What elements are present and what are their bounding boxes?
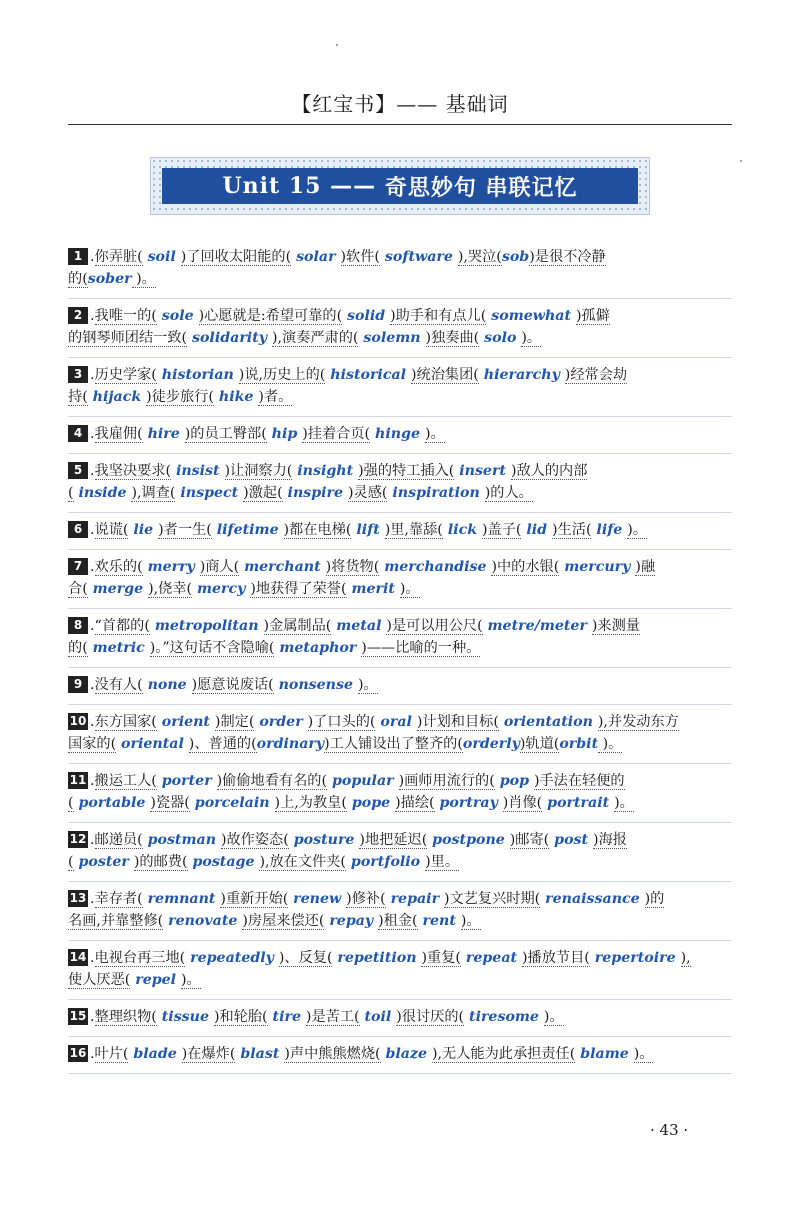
item-number-dot: . — [90, 367, 95, 383]
sentence-text: 邮递员( — [94, 832, 143, 848]
vocab-word: historical — [325, 367, 411, 383]
vocab-word: blade — [128, 1046, 182, 1062]
sentence-text: )中的水银( — [491, 559, 560, 575]
sentence-text: )里,靠舔( — [384, 522, 443, 538]
vocab-word: lifetime — [211, 522, 284, 538]
vocab-word: renaissance — [540, 891, 645, 907]
item-number-dot: . — [90, 832, 95, 848]
vocab-word: life — [591, 522, 628, 538]
vocab-word: hijack — [87, 389, 147, 405]
sentence-text: )上,为教皇( — [274, 795, 347, 811]
sentence-text: )的邮费( — [133, 854, 188, 870]
sentence-text: )修补( — [346, 891, 386, 907]
vocab-word: lie — [128, 522, 159, 538]
sentence-text: )——比喻的一种。 — [361, 640, 481, 656]
item-number-badge: 9 — [68, 676, 88, 693]
unit-title: 奇思妙句 串联记忆 — [384, 175, 578, 201]
item-number-dot: . — [90, 618, 95, 634]
vocab-word: orbit — [559, 736, 599, 752]
sentence-text: 我坚决要求( — [94, 463, 171, 479]
sentence-text: )故作姿态( — [220, 832, 289, 848]
vocab-word: rent — [417, 913, 461, 929]
sentence-text: ),放在文件夹( — [259, 854, 346, 870]
vocab-word: metropolitan — [149, 618, 264, 634]
sentence-text: ( — [68, 795, 74, 811]
vocab-word: postman — [142, 832, 221, 848]
sentence-line — [68, 364, 732, 386]
vocab-word: posture — [288, 832, 360, 848]
sentence-text: )。”这句话不含隐喻( — [149, 640, 275, 656]
vocab-word: portrait — [542, 795, 615, 811]
vocab-word: sob — [501, 249, 530, 265]
vocab-word: order — [254, 714, 308, 730]
vocab-word: blame — [575, 1046, 634, 1062]
sentence-text: )。 — [357, 677, 378, 693]
vocab-word: metal — [331, 618, 387, 634]
item-number-badge: 15 — [69, 1009, 87, 1023]
sentence-line — [68, 615, 732, 637]
vocab-word: pop — [494, 773, 534, 789]
sentence-line — [68, 792, 732, 814]
sentence-text: )、普通的( — [188, 736, 257, 752]
vocab-word: solo — [479, 330, 522, 346]
sentence-text: ),侥幸( — [148, 581, 193, 597]
sentence-line — [68, 460, 732, 482]
unit-banner — [162, 168, 638, 204]
sentence-text: )手法在轻便的 — [533, 773, 625, 789]
item-number-badge: 5 — [68, 462, 88, 479]
vocab-word: solar — [291, 249, 341, 265]
vocab-word: popular — [327, 773, 399, 789]
sentence-text: )。 — [598, 736, 623, 752]
sentence-text: )将货物( — [325, 559, 380, 575]
vocab-word: lick — [442, 522, 482, 538]
sentence-text: )。 — [627, 522, 648, 538]
sentence-text: )偷偷地看有名的( — [216, 773, 327, 789]
sentence-text: )重复( — [421, 950, 461, 966]
sentence-text: )很讨厌的( — [396, 1009, 465, 1025]
vocab-word: repair — [385, 891, 444, 907]
vocab-word: porcelain — [189, 795, 275, 811]
sentence-text: )地把延迟( — [359, 832, 428, 848]
item-number-badge: 1 — [68, 248, 88, 265]
vocab-word: hierarchy — [478, 367, 565, 383]
item-number-badge: 11 — [69, 773, 87, 787]
sentence-text: 国家的( — [68, 736, 117, 752]
sentence-text: )说,历史上的( — [238, 367, 326, 383]
sentence-line — [68, 268, 732, 290]
sentence-line — [68, 1043, 732, 1065]
item-number-dot: . — [90, 1046, 95, 1062]
sentence-item — [68, 823, 732, 882]
vocab-word: oriental — [116, 736, 189, 752]
sentence-text: 整理织物( — [94, 1009, 157, 1025]
sentence-item — [68, 240, 732, 299]
sentence-text: )。 — [633, 1046, 654, 1062]
vocab-word: tissue — [156, 1009, 214, 1025]
item-number-dot: . — [90, 426, 95, 442]
sentence-text: )邮寄( — [509, 832, 550, 848]
sentence-line — [68, 910, 732, 932]
sentence-item — [68, 1037, 732, 1074]
vocab-word: merchant — [239, 559, 326, 575]
sentence-line — [68, 829, 732, 851]
item-number-dot: . — [90, 773, 95, 789]
sentence-text: 搬运工人( — [94, 773, 157, 789]
header-rule — [68, 124, 732, 125]
sentence-text: “首都的( — [94, 618, 150, 634]
sentence-text: 东方国家( — [94, 714, 157, 730]
sentence-text: )租金( — [378, 913, 418, 929]
vocab-word: repeat — [460, 950, 523, 966]
vocab-word: ordinary — [256, 736, 325, 752]
vocab-word: merry — [142, 559, 200, 575]
item-number-badge: 6 — [68, 521, 88, 538]
sentence-text: )、反复( — [278, 950, 333, 966]
vocab-word: inspire — [282, 485, 348, 501]
sentence-line — [68, 423, 732, 445]
vocab-word: oral — [375, 714, 417, 730]
scan-speck — [740, 160, 742, 162]
item-number-dot: . — [90, 1009, 95, 1025]
sentence-text: )都在电梯( — [283, 522, 352, 538]
sentence-text: )生活( — [552, 522, 592, 538]
sentence-item — [68, 550, 732, 609]
sentence-text: 说谎( — [94, 522, 129, 538]
sentence-item — [68, 299, 732, 358]
sentence-item — [68, 513, 732, 550]
item-number-dot: . — [90, 950, 95, 966]
sentence-text: )了口头的( — [307, 714, 376, 730]
vocab-word: lid — [521, 522, 553, 538]
sentence-list — [68, 240, 732, 1074]
item-number-dot: . — [90, 714, 95, 730]
vocab-word: repertoire — [589, 950, 681, 966]
sentence-text: )了回收太阳能的( — [180, 249, 292, 265]
vocab-word: poster — [73, 854, 134, 870]
sentence-text: )强的特工插入( — [358, 463, 455, 479]
sentence-text: )者。 — [258, 389, 293, 405]
vocab-word: lift — [351, 522, 385, 538]
vocab-word: solid — [342, 308, 391, 324]
page-number: · 43 · — [650, 1121, 689, 1139]
sentence-text: )的员工臀部( — [184, 426, 267, 442]
sentence-line — [68, 246, 732, 268]
sentence-text: )愿意说废话( — [191, 677, 274, 693]
sentence-line — [68, 947, 732, 969]
sentence-line — [68, 482, 732, 504]
vocab-word: hinge — [370, 426, 425, 442]
sentence-line — [68, 637, 732, 659]
sentence-text: )软件( — [340, 249, 380, 265]
vocab-word: portable — [73, 795, 151, 811]
sentence-text: )徒步旅行( — [146, 389, 214, 405]
vocab-word: renew — [288, 891, 347, 907]
sentence-text: )统治集团( — [411, 367, 479, 383]
sentence-line — [68, 770, 732, 792]
item-number-badge: 10 — [69, 714, 87, 728]
vocab-word: sole — [156, 308, 199, 324]
sentence-text: )在爆炸( — [181, 1046, 236, 1062]
sentence-text: ),并发动东方 — [597, 714, 679, 730]
sentence-text: )。 — [521, 330, 542, 346]
item-number-dot: . — [90, 677, 95, 693]
sentence-text: 电视台再三地( — [94, 950, 186, 966]
vocab-word: postage — [187, 854, 260, 870]
sentence-text: )肖像( — [502, 795, 543, 811]
unit-number: Unit 15 — [222, 173, 322, 199]
page-header-title: 【红宝书】—— 基础词 — [291, 92, 509, 116]
sentence-item — [68, 358, 732, 417]
sentence-line — [68, 969, 732, 991]
sentence-item — [68, 1000, 732, 1037]
sentence-text: )。 — [424, 426, 445, 442]
sentence-line — [68, 519, 732, 541]
sentence-text: ),哭泣( — [457, 249, 502, 265]
sentence-text: )文艺复兴时期( — [443, 891, 541, 907]
sentence-item — [68, 882, 732, 941]
sentence-text: )盖子( — [482, 522, 522, 538]
vocab-word: remnant — [142, 891, 221, 907]
sentence-text: )让洞察力( — [224, 463, 293, 479]
sentence-text: ( — [68, 854, 74, 870]
sentence-line — [68, 327, 732, 349]
sentence-text: )孤僻 — [576, 308, 610, 324]
vocab-word: inspect — [175, 485, 244, 501]
vocab-word: porter — [156, 773, 217, 789]
sentence-text: )经常会劫 — [564, 367, 628, 383]
sentence-text: ), — [680, 950, 691, 966]
item-number-badge: 13 — [69, 891, 87, 905]
sentence-text: )工人铺设出了整齐的( — [324, 736, 463, 752]
sentence-text: )来测量 — [591, 618, 640, 634]
item-number-badge: 16 — [69, 1046, 87, 1060]
vocab-word: repetition — [332, 950, 422, 966]
sentence-line — [68, 851, 732, 873]
sentence-text: )地获得了荣誉( — [250, 581, 347, 597]
sentence-text: ),调查( — [131, 485, 176, 501]
vocab-word: merchandise — [379, 559, 492, 575]
vocab-word: portray — [434, 795, 503, 811]
vocab-word: sober — [87, 271, 132, 287]
sentence-text: )是苦工( — [305, 1009, 360, 1025]
vocab-word: portfolio — [345, 854, 426, 870]
sentence-text: )金属制品( — [263, 618, 332, 634]
sentence-text: 叶片( — [94, 1046, 129, 1062]
sentence-text: 的钢琴师团结一致( — [68, 330, 188, 346]
sentence-text: )海报 — [593, 832, 627, 848]
vocab-word: blaze — [380, 1046, 433, 1062]
vocab-word: blast — [235, 1046, 285, 1062]
sentence-text: 幸存者( — [94, 891, 143, 907]
sentence-text: )。 — [131, 271, 156, 287]
sentence-text: 历史学家( — [94, 367, 157, 383]
vocab-word: nonsense — [273, 677, 358, 693]
sentence-text: 欢乐的( — [94, 559, 143, 575]
sentence-item — [68, 609, 732, 668]
vocab-word: hike — [213, 389, 259, 405]
item-number-dot: . — [90, 308, 95, 324]
vocab-word: pope — [346, 795, 396, 811]
sentence-line — [68, 674, 732, 696]
sentence-text: 合( — [68, 581, 88, 597]
vocab-word: hip — [266, 426, 303, 442]
vocab-word: post — [549, 832, 594, 848]
vocab-word: merit — [346, 581, 400, 597]
sentence-text: )里。 — [425, 854, 460, 870]
item-number-dot: . — [90, 522, 95, 538]
vocab-word: inside — [73, 485, 132, 501]
vocab-word: hire — [142, 426, 185, 442]
item-number-badge: 3 — [68, 366, 88, 383]
sentence-text: )激起( — [243, 485, 283, 501]
sentence-item — [68, 454, 732, 513]
vocab-word: orderly — [462, 736, 520, 752]
sentence-text: )瓷器( — [150, 795, 190, 811]
vocab-word: soil — [142, 249, 181, 265]
vocab-word: insight — [292, 463, 359, 479]
sentence-text: )心愿就是:希望可靠的( — [198, 308, 343, 324]
vocab-word: software — [379, 249, 458, 265]
sentence-text: )计划和目标( — [416, 714, 499, 730]
sentence-text: )是可以用公尺( — [386, 618, 483, 634]
sentence-line — [68, 556, 732, 578]
sentence-line — [68, 386, 732, 408]
sentence-text: )。 — [543, 1009, 564, 1025]
sentence-text: )助手和有点儿( — [390, 308, 487, 324]
vocab-word: mercy — [192, 581, 251, 597]
sentence-line — [68, 733, 732, 755]
vocab-word: mercury — [559, 559, 636, 575]
sentence-line — [68, 578, 732, 600]
item-number-badge: 14 — [69, 950, 87, 964]
sentence-text: )独奏曲( — [425, 330, 480, 346]
sentence-text: )。 — [614, 795, 634, 811]
vocab-word: renovate — [163, 913, 243, 929]
vocab-word: insert — [454, 463, 511, 479]
vocab-word: repel — [130, 972, 182, 988]
sentence-text: ),演奏严肃的( — [271, 330, 359, 346]
vocab-word: historian — [156, 367, 239, 383]
sentence-text: 你弄脏( — [94, 249, 143, 265]
sentence-text: )灵感( — [348, 485, 388, 501]
vocab-word: postpone — [427, 832, 510, 848]
sentence-text: )是很不冷静 — [529, 249, 606, 265]
vocab-word: metre/meter — [482, 618, 592, 634]
sentence-item — [68, 417, 732, 454]
vocab-word: repeatedly — [185, 950, 279, 966]
item-number-badge: 2 — [68, 307, 88, 324]
sentence-text: 使人厌恶( — [68, 972, 131, 988]
sentence-text: )制定( — [214, 714, 255, 730]
sentence-text: ),无人能为此承担责任( — [432, 1046, 576, 1062]
sentence-line — [68, 1006, 732, 1028]
vocab-word: tiresome — [464, 1009, 544, 1025]
sentence-text: )的 — [644, 891, 665, 907]
sentence-text: 的( — [68, 640, 88, 656]
sentence-text: 名画,并靠整修( — [68, 913, 164, 929]
vocab-word: none — [142, 677, 192, 693]
vocab-word: solidarity — [187, 330, 272, 346]
sentence-text: )。 — [399, 581, 420, 597]
sentence-text: )描绘( — [395, 795, 435, 811]
vocab-word: insist — [171, 463, 225, 479]
vocab-word: solemn — [358, 330, 426, 346]
item-number-dot: . — [90, 463, 95, 479]
unit-dash: —— — [321, 173, 385, 199]
sentence-text: )声中熊熊燃烧( — [284, 1046, 381, 1062]
item-number-dot: . — [90, 249, 95, 265]
vocab-word: orientation — [498, 714, 598, 730]
item-number-badge: 4 — [68, 425, 88, 442]
sentence-text: )和轮胎( — [213, 1009, 268, 1025]
sentence-item — [68, 941, 732, 1000]
sentence-item — [68, 764, 732, 823]
sentence-line — [68, 305, 732, 327]
sentence-text: )轨道( — [519, 736, 560, 752]
vocab-word: somewhat — [486, 308, 576, 324]
scan-speck — [336, 44, 338, 46]
sentence-text: ( — [68, 485, 74, 501]
vocab-word: orient — [156, 714, 215, 730]
item-number-badge: 12 — [69, 832, 87, 846]
sentence-text: )商人( — [199, 559, 240, 575]
vocab-word: repay — [324, 913, 379, 929]
vocab-word: merge — [87, 581, 149, 597]
sentence-text: )重新开始( — [220, 891, 289, 907]
sentence-text: )的人。 — [484, 485, 533, 501]
sentence-text: 持( — [68, 389, 88, 405]
sentence-text: )播放节目( — [522, 950, 590, 966]
sentence-text: )融 — [635, 559, 656, 575]
sentence-text: )。 — [460, 913, 481, 929]
vocab-word: toil — [359, 1009, 397, 1025]
sentence-line — [68, 711, 732, 733]
item-number-badge: 7 — [68, 558, 88, 575]
sentence-text: 没有人( — [94, 677, 143, 693]
sentence-text: )画师用流行的( — [398, 773, 495, 789]
sentence-text: )房屋来偿还( — [242, 913, 325, 929]
vocab-word: tire — [267, 1009, 306, 1025]
vocab-word: inspiration — [387, 485, 485, 501]
sentence-text: 的( — [68, 271, 88, 287]
sentence-line — [68, 888, 732, 910]
sentence-text: 我唯一的( — [94, 308, 157, 324]
sentence-item — [68, 668, 732, 705]
item-number-dot: . — [90, 559, 95, 575]
sentence-text: )敌人的内部 — [510, 463, 588, 479]
item-number-dot: . — [90, 891, 95, 907]
sentence-text: 我雇佣( — [94, 426, 143, 442]
vocab-word: metric — [87, 640, 150, 656]
vocab-word: metaphor — [274, 640, 362, 656]
sentence-text: )。 — [181, 972, 201, 988]
sentence-text: )者一生( — [158, 522, 212, 538]
sentence-text: )挂着合页( — [302, 426, 371, 442]
sentence-item — [68, 705, 732, 764]
item-number-badge: 8 — [68, 617, 88, 634]
